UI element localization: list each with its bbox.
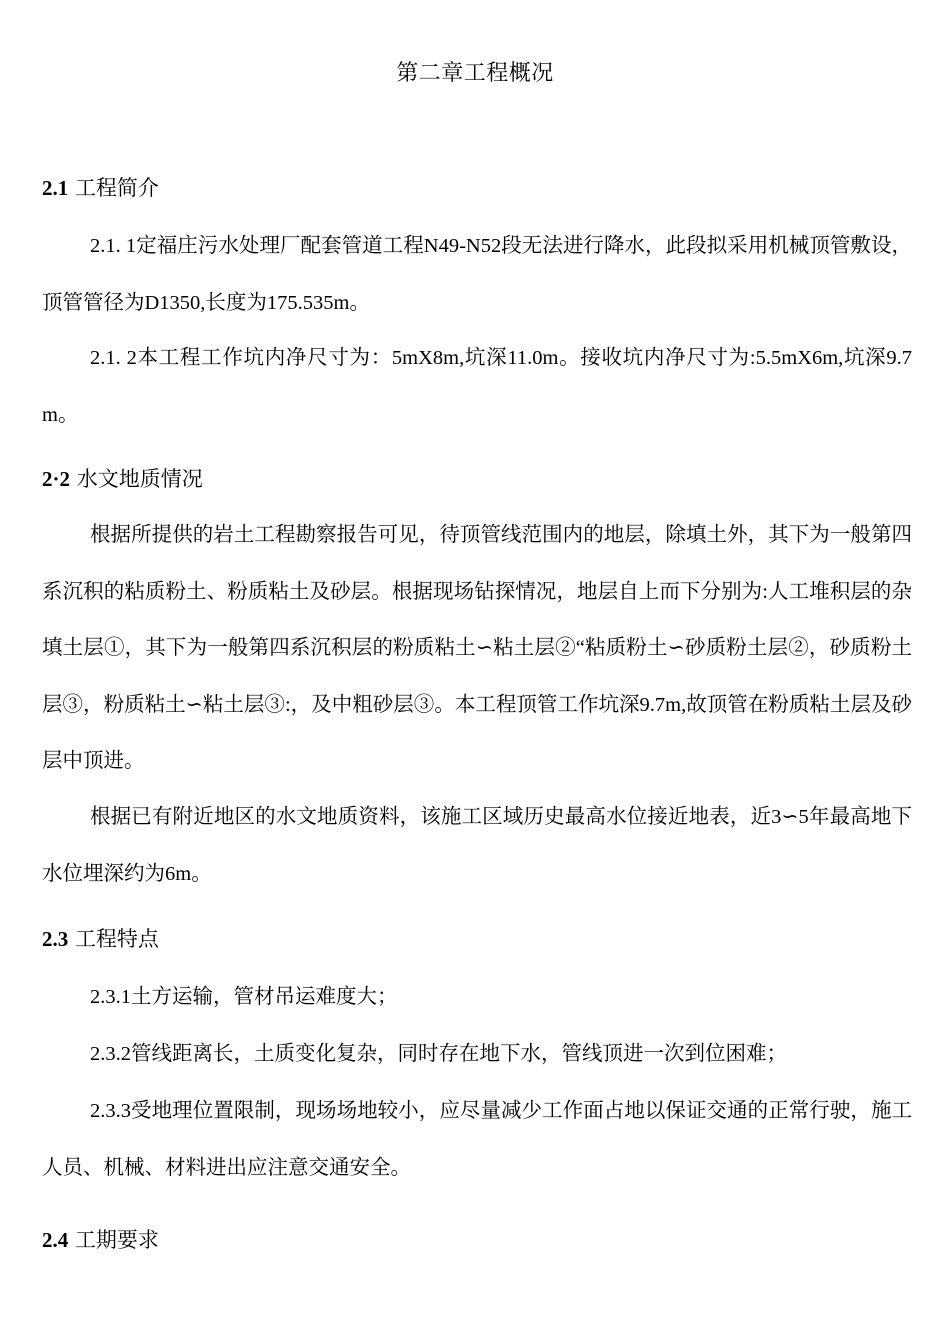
paragraph-2-3-2: 2.3.2管线距离长，土质变化复杂，同时存在地下水，管线顶进一次到位困难； xyxy=(90,1043,787,1065)
section-title: 工程特点 xyxy=(68,927,159,951)
section-heading-2-2 xyxy=(42,464,203,494)
section-title: 工程简介 xyxy=(68,176,159,200)
section-heading-2-4 xyxy=(42,1225,159,1255)
section-heading-2-1 xyxy=(42,173,159,203)
section-heading-2-3 xyxy=(42,924,159,954)
section-title: 工期要求 xyxy=(68,1228,159,1252)
section-number: 2.3 xyxy=(42,927,69,951)
paragraph-2-1-1: 2.1. 1定福庄污水处理厂配套管道工程N49-N52段无法进行降水，此段拟采用机械顶管敷设，顶管管径为D1350,长度为175.535m。 xyxy=(42,235,912,314)
paragraph-2-1-2: 2.1. 2本工程工作坑内净尺寸为：5mX8m,坑深11.0m。接收坑内净尺寸为:5.5mX6m,坑深9.7m。 xyxy=(42,347,912,426)
paragraph-2-3-1: 2.3.1土方运输，管材吊运难度大； xyxy=(90,986,398,1008)
chapter-title: 第二章工程概况 xyxy=(396,61,554,86)
paragraph-2-3-3: 2.3.3受地理位置限制，现场场地较小，应尽量减少工作面占地以保证交通的正常行驶，施工人员、机械、材料进出应注意交通安全。 xyxy=(42,1100,912,1179)
section-number: 2.4 xyxy=(42,1228,69,1252)
section-title: 水文地质情况 xyxy=(70,467,203,491)
paragraph-2-2-2: 根据已有附近地区的水文地质资料，该施工区域历史最高水位接近地表，近3∽5年最高地下水位埋深约为6m。 xyxy=(42,806,912,885)
section-number: 2.1 xyxy=(42,176,69,200)
section-number: 2·2 xyxy=(42,467,71,491)
paragraph-2-2-1: 根据所提供的岩土工程勘察报告可见，待顶管线范围内的地层，除填土外，其下为一般第四系沉积的粘质粉土、粉质粘土及砂层。根据现场钻探情况，地层自上而下分别为:人工堆积层的杂填土层①，其下为一般第四系沉积层的粉质粘土∽粘土层②“粘质粉土∽砂质粉土层②，砂质粉土层③，粉质粘土∽粘土层③:，及中粗砂层③。本工程顶管工作坑深9.7m,故顶管在粉质粘土层及砂层中顶进。 xyxy=(42,524,912,772)
